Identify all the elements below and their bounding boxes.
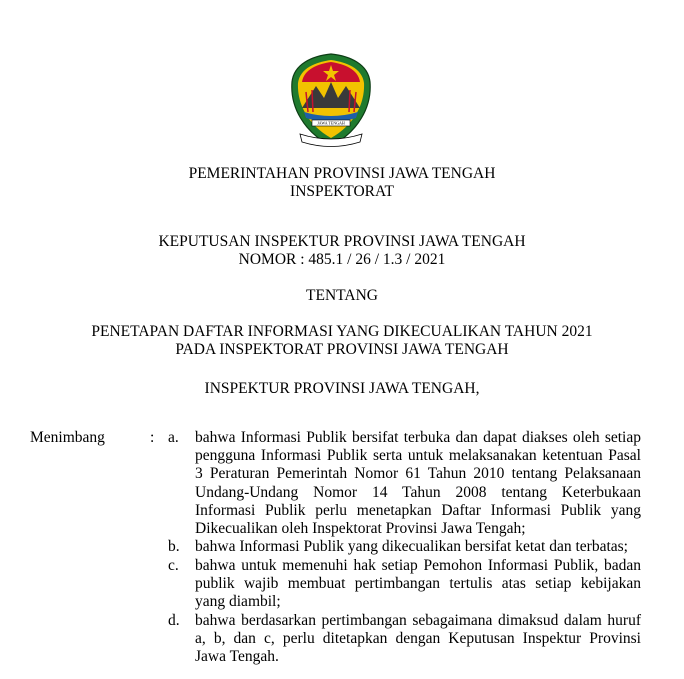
tentang-heading: TENTANG (306, 287, 378, 304)
item-c-line: yang diambil; (195, 593, 281, 611)
menimbang-label: Menimbang (30, 429, 105, 446)
svg-text:JAWA TENGAH: JAWA TENGAH (317, 120, 345, 126)
item-a-line: Undang-Undang Nomor 14 Tahun 2008 tentang Keterbukaan (195, 483, 641, 501)
item-d-line: Jawa Tengah. (195, 648, 279, 666)
decree-number: NOMOR : 485.1 / 26 / 1.3 / 2021 (238, 251, 446, 268)
jawa-tengah-coat-of-arms-icon (288, 52, 374, 150)
item-a-line: 3 Peraturan Pemerintah Nomor 61 Tahun 2010 tentang Pelaksanaan (195, 465, 641, 483)
item-letter-b: b. (168, 538, 180, 555)
item-b-line: bahwa Informasi Publik yang dikecualikan bersifat ketat dan terbatas; (195, 538, 628, 555)
item-d-line: bahwa berdasarkan pertimbangan sebagaimana dimaksud dalam huruf (195, 612, 641, 629)
item-text-c (195, 557, 641, 612)
item-c-line: publik wajib membuat pertimbangan tertulis atas setiap kebijakan (195, 575, 641, 593)
header-government: PEMERINTAHAN PROVINSI JAWA TENGAH (188, 165, 496, 182)
item-c-line: bahwa untuk memenuhi hak setiap Pemohon Informasi Publik, badan (195, 557, 641, 574)
item-a-line: pengguna Informasi Publik serta untuk melaksanakan ketentuan Pasal (195, 447, 641, 465)
menimbang-colon: : (150, 429, 155, 446)
item-letter-c: c. (168, 557, 179, 574)
decree-title: KEPUTUSAN INSPEKTUR PROVINSI JAWA TENGAH (158, 233, 526, 250)
official-title: INSPEKTUR PROVINSI JAWA TENGAH, (204, 380, 480, 397)
item-letter-a: a. (168, 429, 179, 446)
item-text-d (195, 612, 641, 667)
item-a-line: Informasi Publik perlu menetapkan Daftar Informasi Publik yang (195, 501, 641, 519)
item-d-line: a, b, dan c, perlu ditetapkan dengan Keputusan Inspektur Provinsi (195, 630, 641, 648)
subject-line-1: PENETAPAN DAFTAR INFORMASI YANG DIKECUALIKAN TAHUN 2021 (91, 323, 593, 340)
item-a-line: bahwa Informasi Publik bersifat terbuka dan dapat diakses oleh setiap (195, 429, 641, 446)
item-text-b (195, 538, 641, 556)
item-a-line: Dikecualikan oleh Inspektorat Provinsi Jawa Tengah; (195, 520, 526, 538)
item-letter-d: d. (168, 612, 180, 629)
item-text-a (195, 429, 641, 538)
subject-line-2: PADA INSPEKTORAT PROVINSI JAWA TENGAH (175, 341, 509, 358)
header-office: INSPEKTORAT (290, 183, 394, 200)
